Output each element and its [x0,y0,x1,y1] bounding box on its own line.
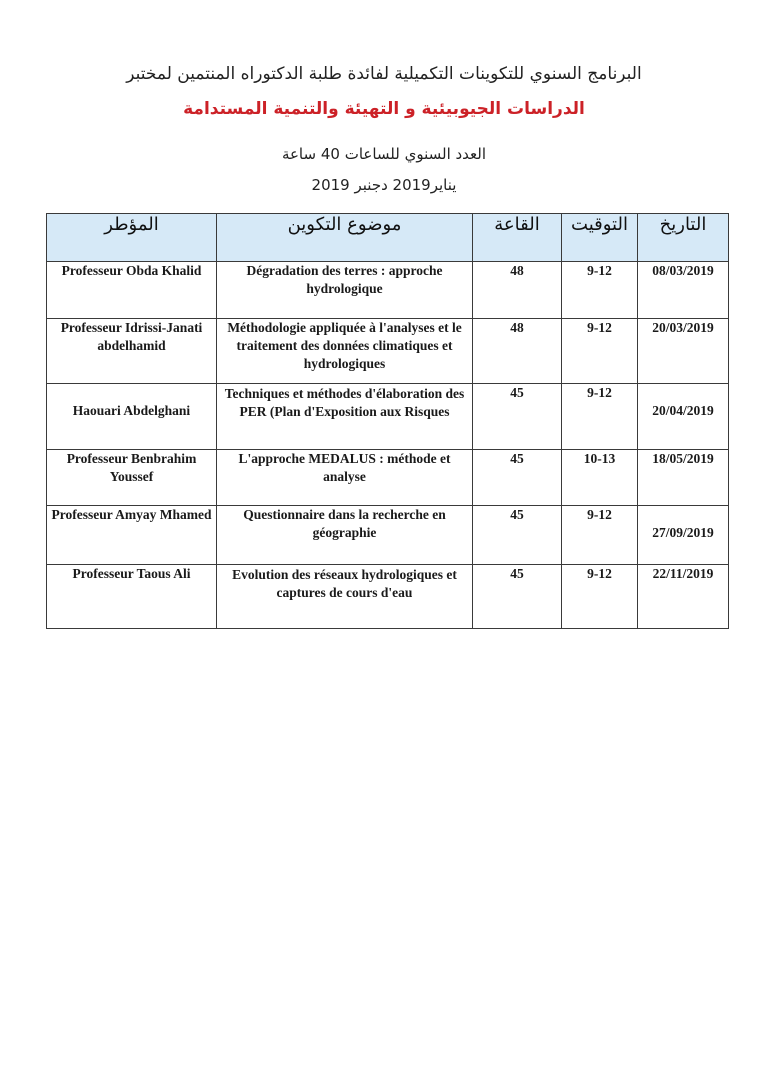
trainer-cell: Professeur Benbrahim Youssef [47,450,217,506]
table-row [47,384,729,450]
topic-cell: Evolution des réseaux hydrologiques et captures de cours d'eau [217,565,473,629]
room-cell: 45 [473,506,562,565]
trainer-cell: Haouari Abdelghani [47,384,217,450]
topic-cell: Méthodologie appliquée à l'analyses et le traitement des données climatiques et hydrologiques [217,319,473,384]
column-header-topic: موضوع التكوين [217,214,473,262]
time-cell: 9-12 [562,319,638,384]
date-cell: 27/09/2019 [638,506,729,565]
trainer-cell: Professeur Obda Khalid [47,262,217,319]
column-header-date: التاريخ [638,214,729,262]
laboratory-name: الدراسات الجيوبيئية و التهيئة والتنمية المستدامة [183,99,585,119]
room-cell: 45 [473,384,562,450]
room-cell: 45 [473,565,562,629]
date-cell: 18/05/2019 [638,450,729,506]
table-header-row [47,214,729,262]
time-cell: 9-12 [562,506,638,565]
trainer-cell: Professeur Idrissi-Janati abdelhamid [47,319,217,384]
table-row [47,262,729,319]
trainer-cell: Professeur Amyay Mhamed [47,506,217,565]
room-cell: 45 [473,450,562,506]
topic-cell: Dégradation des terres : approche hydrologique [217,262,473,319]
page-title: البرنامج السنوي للتكوينات التكميلية لفائدة طلبة الدكتوراه المنتمين لمختبر [126,64,642,84]
time-cell: 10-13 [562,450,638,506]
time-cell: 9-12 [562,565,638,629]
time-cell: 9-12 [562,384,638,450]
schedule-table [46,213,729,629]
topic-cell: Techniques et méthodes d'élaboration des PER (Plan d'Exposition aux Risques [217,384,473,450]
time-cell: 9-12 [562,262,638,319]
table-row [47,450,729,506]
column-header-time: التوقيت [562,214,638,262]
table-row [47,319,729,384]
period: يناير2019 دجنبر 2019 [311,176,457,194]
topic-cell: Questionnaire dans la recherche en géographie [217,506,473,565]
table-row [47,565,729,629]
topic-cell: L'approche MEDALUS : méthode et analyse [217,450,473,506]
column-header-trainer: المؤطر [47,214,217,262]
column-header-room: القاعة [473,214,562,262]
annual-hours: العدد السنوي للساعات 40 ساعة [281,145,487,163]
room-cell: 48 [473,319,562,384]
trainer-cell: Professeur Taous Ali [47,565,217,629]
room-cell: 48 [473,262,562,319]
date-cell: 22/11/2019 [638,565,729,629]
table-row [47,506,729,565]
date-cell: 20/04/2019 [638,384,729,450]
date-cell: 20/03/2019 [638,319,729,384]
date-cell: 08/03/2019 [638,262,729,319]
